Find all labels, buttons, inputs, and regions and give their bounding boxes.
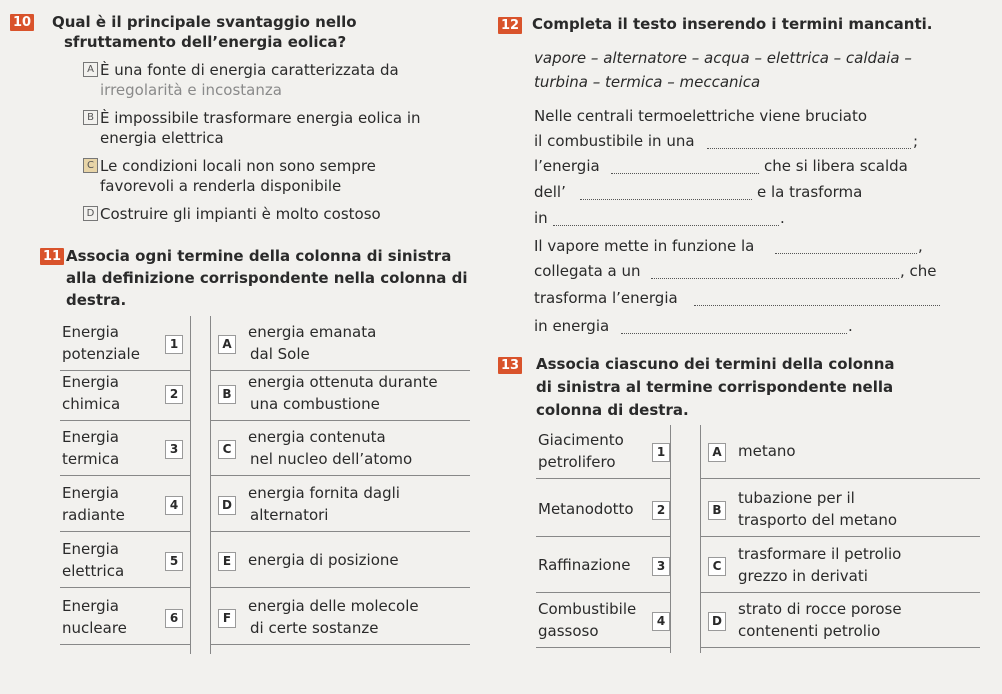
letter-box[interactable]: A — [708, 443, 726, 462]
energy-term-line1: Energia — [62, 373, 119, 391]
letter-box[interactable]: B — [218, 385, 236, 404]
blank-6[interactable] — [651, 278, 899, 279]
question-10-number: 10 — [10, 14, 34, 31]
letter-box[interactable]: C — [708, 557, 726, 576]
number-box[interactable]: 1 — [165, 335, 183, 354]
blank-2[interactable] — [611, 173, 759, 174]
row-divider-left — [60, 587, 190, 588]
definition-line1: energia di posizione — [248, 551, 399, 569]
definition-line1: energia delle molecole — [248, 597, 419, 615]
number-box[interactable]: 3 — [652, 557, 670, 576]
number-box[interactable]: 2 — [652, 501, 670, 520]
option-b-text-line1: È impossibile trasformare energia eolica in — [100, 109, 421, 127]
target-line2: contenenti petrolio — [738, 622, 881, 640]
question-10-title-line2: sfruttamento dell’energia eolica? — [64, 33, 347, 51]
target-line2: grezzo in derivati — [738, 567, 868, 585]
number-box[interactable]: 2 — [165, 385, 183, 404]
option-d-checkbox[interactable]: D — [83, 206, 98, 221]
term-line2: gassoso — [538, 622, 599, 640]
row-divider-left — [60, 370, 190, 371]
cloze-punct-2: . — [780, 209, 785, 227]
terms-list-line2: turbina – termica – meccanica — [534, 73, 761, 91]
number-box[interactable]: 6 — [165, 609, 183, 628]
row-divider-right — [210, 531, 470, 532]
option-c-text-line2: favorevoli a renderla disponibile — [100, 177, 342, 195]
question-12-title: Completa il testo inserendo i termini mancanti. — [532, 15, 933, 33]
definition-line2: una combustione — [250, 395, 380, 413]
question-13-title-line3: colonna di destra. — [536, 401, 689, 419]
option-a-checkbox[interactable]: A — [83, 62, 98, 77]
term-line1: Metanodotto — [538, 500, 634, 518]
cloze-text-line7a: collegata a un — [534, 262, 641, 280]
blank-4[interactable] — [553, 225, 779, 226]
column-divider — [700, 425, 701, 653]
letter-box[interactable]: E — [218, 552, 236, 571]
blank-7[interactable] — [694, 305, 940, 306]
row-divider-right — [210, 644, 470, 645]
definition-line1: energia contenuta — [248, 428, 386, 446]
blank-caldaia[interactable] — [707, 148, 911, 149]
letter-box[interactable]: C — [218, 440, 236, 459]
question-11-number: 11 — [40, 248, 64, 265]
row-divider-right — [700, 647, 980, 648]
row-divider-left — [60, 644, 190, 645]
cloze-punct-3: , — [918, 237, 923, 255]
row-divider-right — [210, 420, 470, 421]
blank-5[interactable] — [775, 253, 917, 254]
letter-box[interactable]: D — [218, 496, 236, 515]
row-divider-right — [700, 536, 980, 537]
letter-box[interactable]: B — [708, 501, 726, 520]
row-divider-left — [536, 592, 670, 593]
option-b-checkbox[interactable]: B — [83, 110, 98, 125]
question-10-title-line1: Qual è il principale svantaggio nello — [52, 13, 357, 31]
cloze-text-line7b: , che — [900, 262, 937, 280]
energy-term-line2: elettrica — [62, 562, 125, 580]
energy-term-line2: potenziale — [62, 345, 140, 363]
blank-8[interactable] — [621, 333, 847, 334]
target-line1: strato di rocce porose — [738, 600, 902, 618]
question-12-number: 12 — [498, 17, 522, 34]
option-c-text-line1: Le condizioni locali non sono sempre — [100, 157, 376, 175]
question-11-title-line2: alla definizione corrispondente nella colonna di — [66, 269, 468, 287]
option-b-text-line2: energia elettrica — [100, 129, 224, 147]
cloze-text-line3a: l’energia — [534, 157, 600, 175]
cloze-text-line4a: dell’ — [534, 183, 566, 201]
energy-term-line1: Energia — [62, 540, 119, 558]
target-line1: tubazione per il — [738, 489, 855, 507]
energy-term-line1: Energia — [62, 428, 119, 446]
cloze-text-line5a: in — [534, 209, 548, 227]
number-box[interactable]: 4 — [165, 496, 183, 515]
letter-box[interactable]: A — [218, 335, 236, 354]
energy-term-line1: Energia — [62, 484, 119, 502]
cloze-text-line4b: e la trasforma — [757, 183, 863, 201]
energy-term-line2: termica — [62, 450, 120, 468]
definition-line2: alternatori — [250, 506, 329, 524]
number-box[interactable]: 4 — [652, 612, 670, 631]
row-divider-left — [536, 536, 670, 537]
energy-term-line1: Energia — [62, 597, 119, 615]
cloze-text-line1: Nelle centrali termoelettriche viene bruciato — [534, 107, 868, 125]
column-divider — [190, 316, 191, 654]
energy-term-line1: Energia — [62, 323, 119, 341]
term-line1: Giacimento — [538, 431, 624, 449]
option-a-text-line2: irregolarità e incostanza — [100, 81, 282, 99]
blank-3[interactable] — [580, 199, 752, 200]
row-divider-left — [536, 647, 670, 648]
row-divider-left — [60, 531, 190, 532]
cloze-text-line8: trasforma l’energia — [534, 289, 678, 307]
term-line1: Combustibile — [538, 600, 637, 618]
target-line1: trasformare il petrolio — [738, 545, 902, 563]
option-a-text-line1: È una fonte di energia caratterizzata da — [100, 61, 399, 79]
question-11-title-line1: Associa ogni termine della colonna di sinistra — [66, 247, 452, 265]
definition-line1: energia emanata — [248, 323, 377, 341]
term-line1: Raffinazione — [538, 556, 631, 574]
cloze-punct-4: . — [848, 317, 853, 335]
row-divider-right — [210, 370, 470, 371]
option-c-checkbox[interactable]: C — [83, 158, 98, 173]
definition-line2: di certe sostanze — [250, 619, 379, 637]
question-11-title-line3: destra. — [66, 291, 127, 309]
term-line2: petrolifero — [538, 453, 616, 471]
cloze-text-line3b: che si libera scalda — [764, 157, 908, 175]
definition-line1: energia fornita dagli — [248, 484, 400, 502]
target-line1: metano — [738, 442, 796, 460]
cloze-text-line9: in energia — [534, 317, 610, 335]
row-divider-right — [700, 592, 980, 593]
column-divider — [670, 425, 671, 653]
definition-line2: dal Sole — [250, 345, 310, 363]
row-divider-right — [700, 478, 980, 479]
definition-line1: energia ottenuta durante — [248, 373, 438, 391]
question-13-title-line2: di sinistra al termine corrispondente nella — [536, 378, 894, 396]
row-divider-right — [210, 475, 470, 476]
terms-list-line1: vapore – alternatore – acqua – elettrica – caldaia – — [534, 49, 912, 67]
question-13-title-line1: Associa ciascuno dei termini della colonna — [536, 355, 895, 373]
row-divider-right — [210, 587, 470, 588]
option-d-text-line1: Costruire gli impianti è molto costoso — [100, 205, 381, 223]
number-box[interactable]: 5 — [165, 552, 183, 571]
row-divider-left — [60, 475, 190, 476]
cloze-text-line2: il combustibile in una — [534, 132, 695, 150]
column-divider — [210, 316, 211, 654]
energy-term-line2: nucleare — [62, 619, 127, 637]
target-line2: trasporto del metano — [738, 511, 898, 529]
number-box[interactable]: 1 — [652, 443, 670, 462]
definition-line2: nel nucleo dell’atomo — [250, 450, 413, 468]
cloze-punct: ; — [913, 132, 919, 150]
energy-term-line2: radiante — [62, 506, 125, 524]
letter-box[interactable]: D — [708, 612, 726, 631]
number-box[interactable]: 3 — [165, 440, 183, 459]
question-13-number: 13 — [498, 357, 522, 374]
letter-box[interactable]: F — [218, 609, 236, 628]
row-divider-left — [60, 420, 190, 421]
energy-term-line2: chimica — [62, 395, 121, 413]
row-divider-left — [536, 478, 670, 479]
cloze-text-line6: Il vapore mette in funzione la — [534, 237, 755, 255]
